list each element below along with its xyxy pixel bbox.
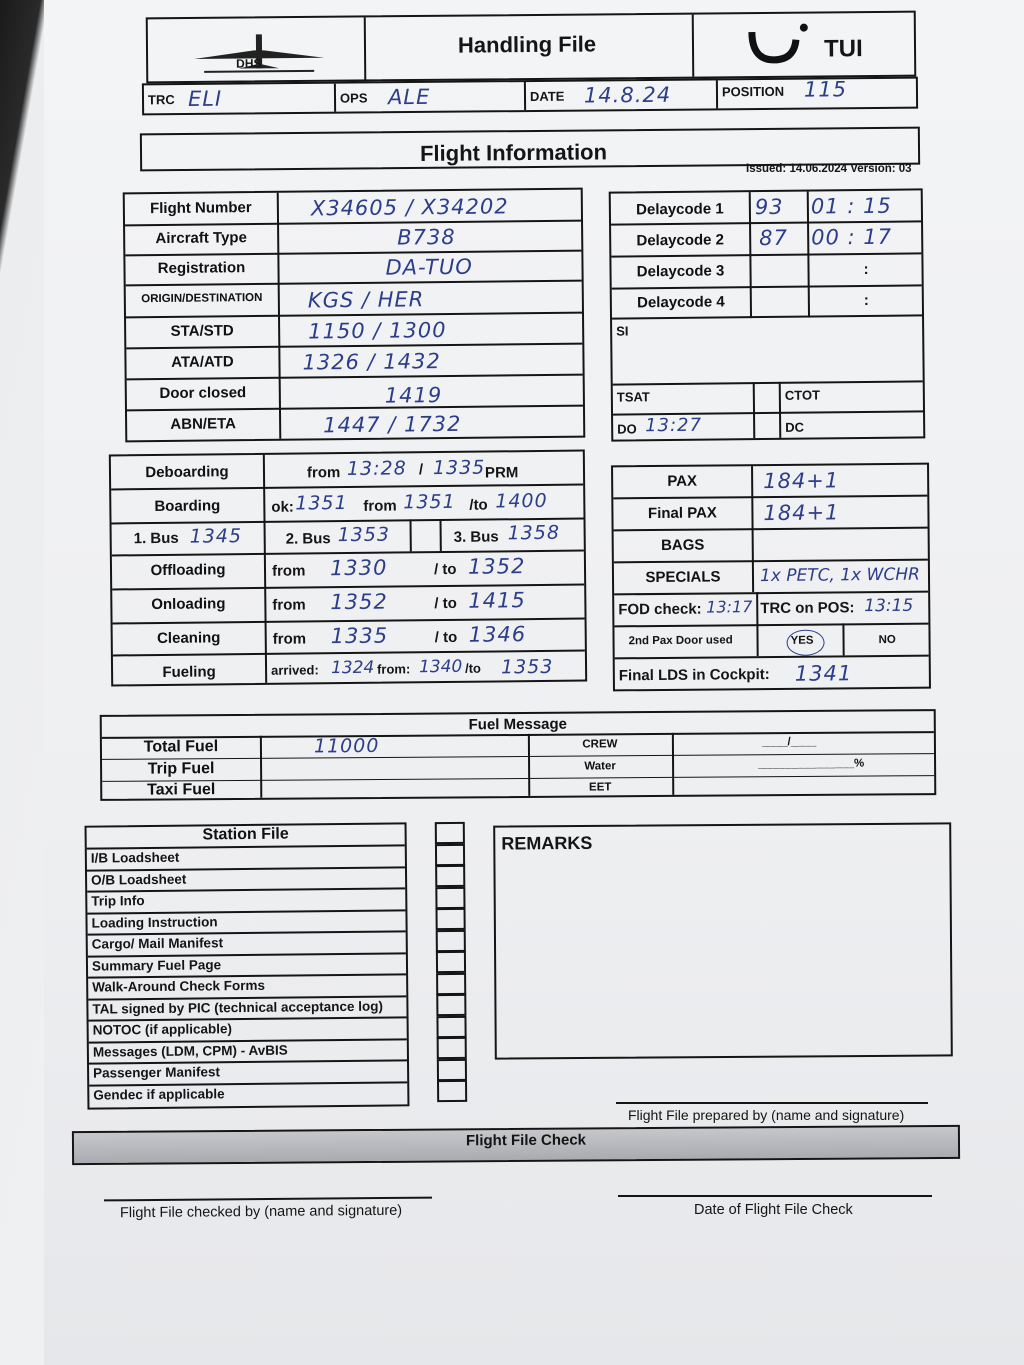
offloading-label: Offloading	[150, 561, 226, 580]
logo-text: DHS	[236, 56, 262, 71]
bus1-label: 1. Bus	[133, 529, 179, 548]
ctot-label: CTOT	[784, 387, 821, 403]
date-check-label: Date of Flight File Check	[694, 1202, 853, 1218]
water-label: Water	[584, 760, 616, 773]
onloading-to: 1415	[468, 588, 526, 613]
station-file-row	[89, 1059, 407, 1064]
station-file-item: Trip Info	[91, 893, 145, 909]
abn-eta-label: ABN/ETA	[170, 415, 237, 433]
boarding-label: Boarding	[154, 497, 221, 516]
station-file-title: Station File	[202, 825, 289, 844]
station-file-checkbox[interactable]	[437, 1080, 467, 1102]
delay-table	[609, 188, 926, 441]
station-file-checkbox[interactable]	[436, 994, 466, 1016]
form-title: Handling File	[457, 31, 597, 58]
issued-version: Issued: 14.06.2024 Version: 03	[746, 163, 912, 175]
station-file-row	[87, 866, 405, 871]
specials-value: 1x PETC, 1x WCHR	[759, 564, 920, 587]
station-file-list	[85, 822, 410, 1109]
cleaning-from-label: from	[272, 630, 307, 648]
delaycode-2-code: 87	[759, 225, 789, 251]
station-file-checkbox[interactable]	[436, 972, 466, 994]
station-file-item: Passenger Manifest	[93, 1064, 220, 1081]
station-file-row	[89, 1016, 407, 1021]
no-label[interactable]: NO	[878, 633, 896, 647]
sta-std-value: 1150 / 1300	[308, 318, 447, 344]
date-value: 14.8.24	[583, 82, 672, 108]
bags-label: BAGS	[660, 536, 705, 554]
dc-label: DC	[785, 419, 805, 435]
fueling-arrived: 1324	[330, 657, 375, 679]
boarding-to: 1400	[495, 489, 548, 513]
station-file-row	[88, 930, 406, 935]
tui-logo	[744, 21, 894, 72]
bus2-label: 2. Bus	[285, 530, 331, 548]
total-fuel-value: 11000	[313, 734, 380, 758]
airplane-icon	[184, 28, 334, 79]
delaycode-2-label: Delaycode 2	[636, 231, 725, 250]
fueling-to: 1353	[500, 655, 554, 679]
onloading-from-label: from	[272, 596, 306, 614]
final-pax-label: Final PAX	[647, 504, 717, 523]
origin-destination-label: ORIGIN/DESTINATION	[141, 291, 263, 306]
fueling-label: Fueling	[162, 663, 216, 681]
yes-label: YES	[790, 634, 814, 647]
fuel-table	[100, 709, 937, 801]
tui-smile-icon	[744, 22, 814, 67]
delaycode-4-label: Delaycode 4	[636, 293, 725, 312]
ata-atd-value: 1326 / 1432	[302, 349, 441, 375]
station-file-item: Messages (LDM, CPM) - AvBIS	[92, 1042, 288, 1060]
delaycode-3-label: Delaycode 3	[636, 262, 725, 281]
prm-label: PRM	[484, 464, 519, 482]
bus2-value: 1353	[337, 523, 391, 547]
trc-pos-label: TRC on POS:	[760, 599, 855, 618]
second-door-label: 2nd Pax Door used	[628, 634, 733, 648]
bus3-label: 3. Bus	[453, 528, 499, 546]
station-file-item: O/B Loadsheet	[91, 871, 187, 888]
final-lds-label: Final LDS in Cockpit:	[618, 666, 770, 685]
deboarding-slash: /	[418, 461, 424, 479]
position-label: POSITION	[721, 83, 785, 100]
offloading-from-label: from	[271, 562, 306, 580]
deboarding-label: Deboarding	[145, 463, 229, 482]
station-file-row	[87, 887, 405, 892]
ops-value: ALE	[387, 84, 431, 110]
prepared-signature-line	[616, 1102, 928, 1104]
station-file-item: TAL signed by PIC (technical acceptance log)	[92, 998, 384, 1017]
cleaning-label: Cleaning	[156, 629, 221, 648]
bus3-value: 1358	[507, 521, 561, 545]
fueling-arrived-label: arrived:	[270, 662, 319, 678]
door-closed-label: Door closed	[159, 384, 247, 403]
water-value: _______________%	[758, 757, 865, 771]
do-label: DO	[617, 421, 637, 437]
flight-info-title: Flight Information	[419, 139, 608, 166]
checked-label: Flight File checked by (name and signature)	[119, 1202, 403, 1222]
delaycode-1-code: 93	[754, 194, 784, 220]
registration-value: DA-TUO	[385, 254, 473, 280]
ground-ops-table	[109, 450, 587, 687]
flight-file-check-bar	[72, 1125, 960, 1165]
pax-label: PAX	[667, 472, 698, 490]
header-box	[146, 11, 917, 84]
station-checkbox-column	[435, 822, 467, 1108]
cleaning-to: 1346	[468, 622, 527, 647]
delaycode-1-label: Delaycode 1	[636, 200, 724, 219]
onloading-from: 1352	[330, 589, 388, 615]
deboarding-from: 13:28	[346, 457, 407, 481]
flight-number-label: Flight Number	[149, 199, 252, 218]
si-label: SI	[616, 323, 629, 339]
fuel-message-title: Fuel Message	[468, 715, 568, 734]
station-file-checkbox[interactable]	[437, 1037, 467, 1059]
station-file-item: I/B Loadsheet	[90, 849, 180, 866]
flight-info-table	[123, 188, 586, 443]
tsat-label: TSAT	[616, 389, 650, 405]
station-file-item: Cargo/ Mail Manifest	[91, 935, 224, 952]
door-closed-value: 1419	[384, 383, 443, 408]
station-file-row	[87, 909, 405, 914]
station-file-item: Walk-Around Check Forms	[92, 977, 266, 995]
fod-label: FOD check:	[618, 600, 702, 619]
date-check-line	[618, 1195, 932, 1197]
fod-value: 13:17	[706, 597, 753, 617]
sta-std-label: STA/STD	[170, 322, 234, 340]
abn-eta-value: 1447 / 1732	[323, 411, 462, 438]
tui-brand: TUI	[823, 35, 863, 63]
final-lds-value: 1341	[794, 661, 853, 686]
flight-file-check-title: Flight File Check	[465, 1131, 587, 1150]
station-file-item: Gendec if applicable	[93, 1085, 225, 1103]
onloading-to-label: / to	[434, 594, 457, 613]
station-file-checkbox[interactable]	[436, 908, 466, 930]
fueling-from-label: from:	[376, 661, 411, 677]
taxi-fuel-label: Taxi Fuel	[147, 781, 216, 799]
eet-label: EET	[588, 781, 612, 794]
origin-destination-value: KGS / HER	[307, 287, 425, 313]
ata-atd-label: ATA/ATD	[171, 353, 234, 371]
crew-value: ____/____	[761, 735, 817, 749]
trc-label: TRC	[147, 92, 175, 108]
date-label: DATE	[529, 88, 565, 104]
cleaning-to-label: / to	[434, 628, 458, 647]
station-file-item: NOTOC (if applicable)	[92, 1021, 232, 1038]
station-file-item: Summary Fuel Page	[91, 956, 222, 974]
station-file-checkbox[interactable]	[436, 1015, 466, 1037]
total-fuel-label: Total Fuel	[143, 738, 219, 756]
company-logo	[184, 28, 334, 79]
bus1-value: 1345	[189, 525, 243, 548]
boarding-ok: 1351	[295, 492, 348, 515]
aircraft-type-value: B738	[397, 224, 456, 250]
station-file-item: Loading Instruction	[91, 913, 218, 931]
fueling-from: 1340	[418, 656, 463, 678]
fueling-to-label: /to	[464, 660, 482, 676]
station-file-checkbox[interactable]	[437, 1058, 467, 1080]
delaycode-4-time: :	[863, 291, 869, 309]
deboarding-to: 1335	[432, 456, 486, 480]
trc-value: ELI	[187, 86, 223, 111]
boarding-from: 1351	[403, 490, 456, 514]
trip-fuel-label: Trip Fuel	[147, 760, 215, 778]
station-file-checkbox[interactable]	[435, 886, 465, 908]
cleaning-from: 1335	[330, 623, 389, 649]
offloading-from: 1330	[329, 555, 388, 581]
station-file-checkbox[interactable]	[435, 865, 465, 887]
offloading-to: 1352	[467, 554, 526, 579]
deboarding-from-label: from	[306, 464, 341, 482]
prepared-label: Flight File prepared by (name and signature)	[628, 1107, 905, 1123]
delaycode-3-time: :	[863, 260, 869, 278]
station-file-checkbox[interactable]	[436, 929, 466, 951]
do-value: 13:27	[645, 414, 703, 437]
specials-label: SPECIALS	[645, 568, 721, 587]
station-file-row	[89, 1081, 407, 1086]
trc-pos-value: 13:15	[864, 595, 914, 617]
remarks-box[interactable]	[493, 822, 953, 1059]
registration-label: Registration	[157, 259, 246, 278]
remarks-title: REMARKS	[501, 832, 593, 854]
checkbox-header-cell	[435, 822, 465, 844]
pax-value: 184+1	[763, 468, 840, 494]
header-info-row	[142, 77, 918, 116]
offloading-to-label: / to	[433, 560, 457, 579]
final-pax-value: 184+1	[763, 500, 840, 526]
ops-label: OPS	[339, 90, 368, 106]
delaycode-1-time: 01 : 15	[810, 193, 892, 219]
aircraft-type-label: Aircraft Type	[155, 229, 247, 248]
boarding-ok-label: ok:	[271, 498, 294, 516]
station-file-checkbox[interactable]	[435, 843, 465, 865]
onloading-label: Onloading	[151, 595, 226, 614]
boarding-from-label: from	[363, 497, 397, 515]
station-file-checkbox[interactable]	[436, 951, 466, 973]
station-file-row	[88, 952, 406, 957]
boarding-to-label: /to	[469, 496, 488, 514]
crew-label: CREW	[582, 738, 618, 751]
position-value: 115	[803, 77, 848, 102]
delaycode-2-time: 00 : 17	[811, 224, 893, 250]
flight-number-value: X34605 / X34202	[310, 194, 509, 221]
pax-table	[611, 463, 931, 692]
